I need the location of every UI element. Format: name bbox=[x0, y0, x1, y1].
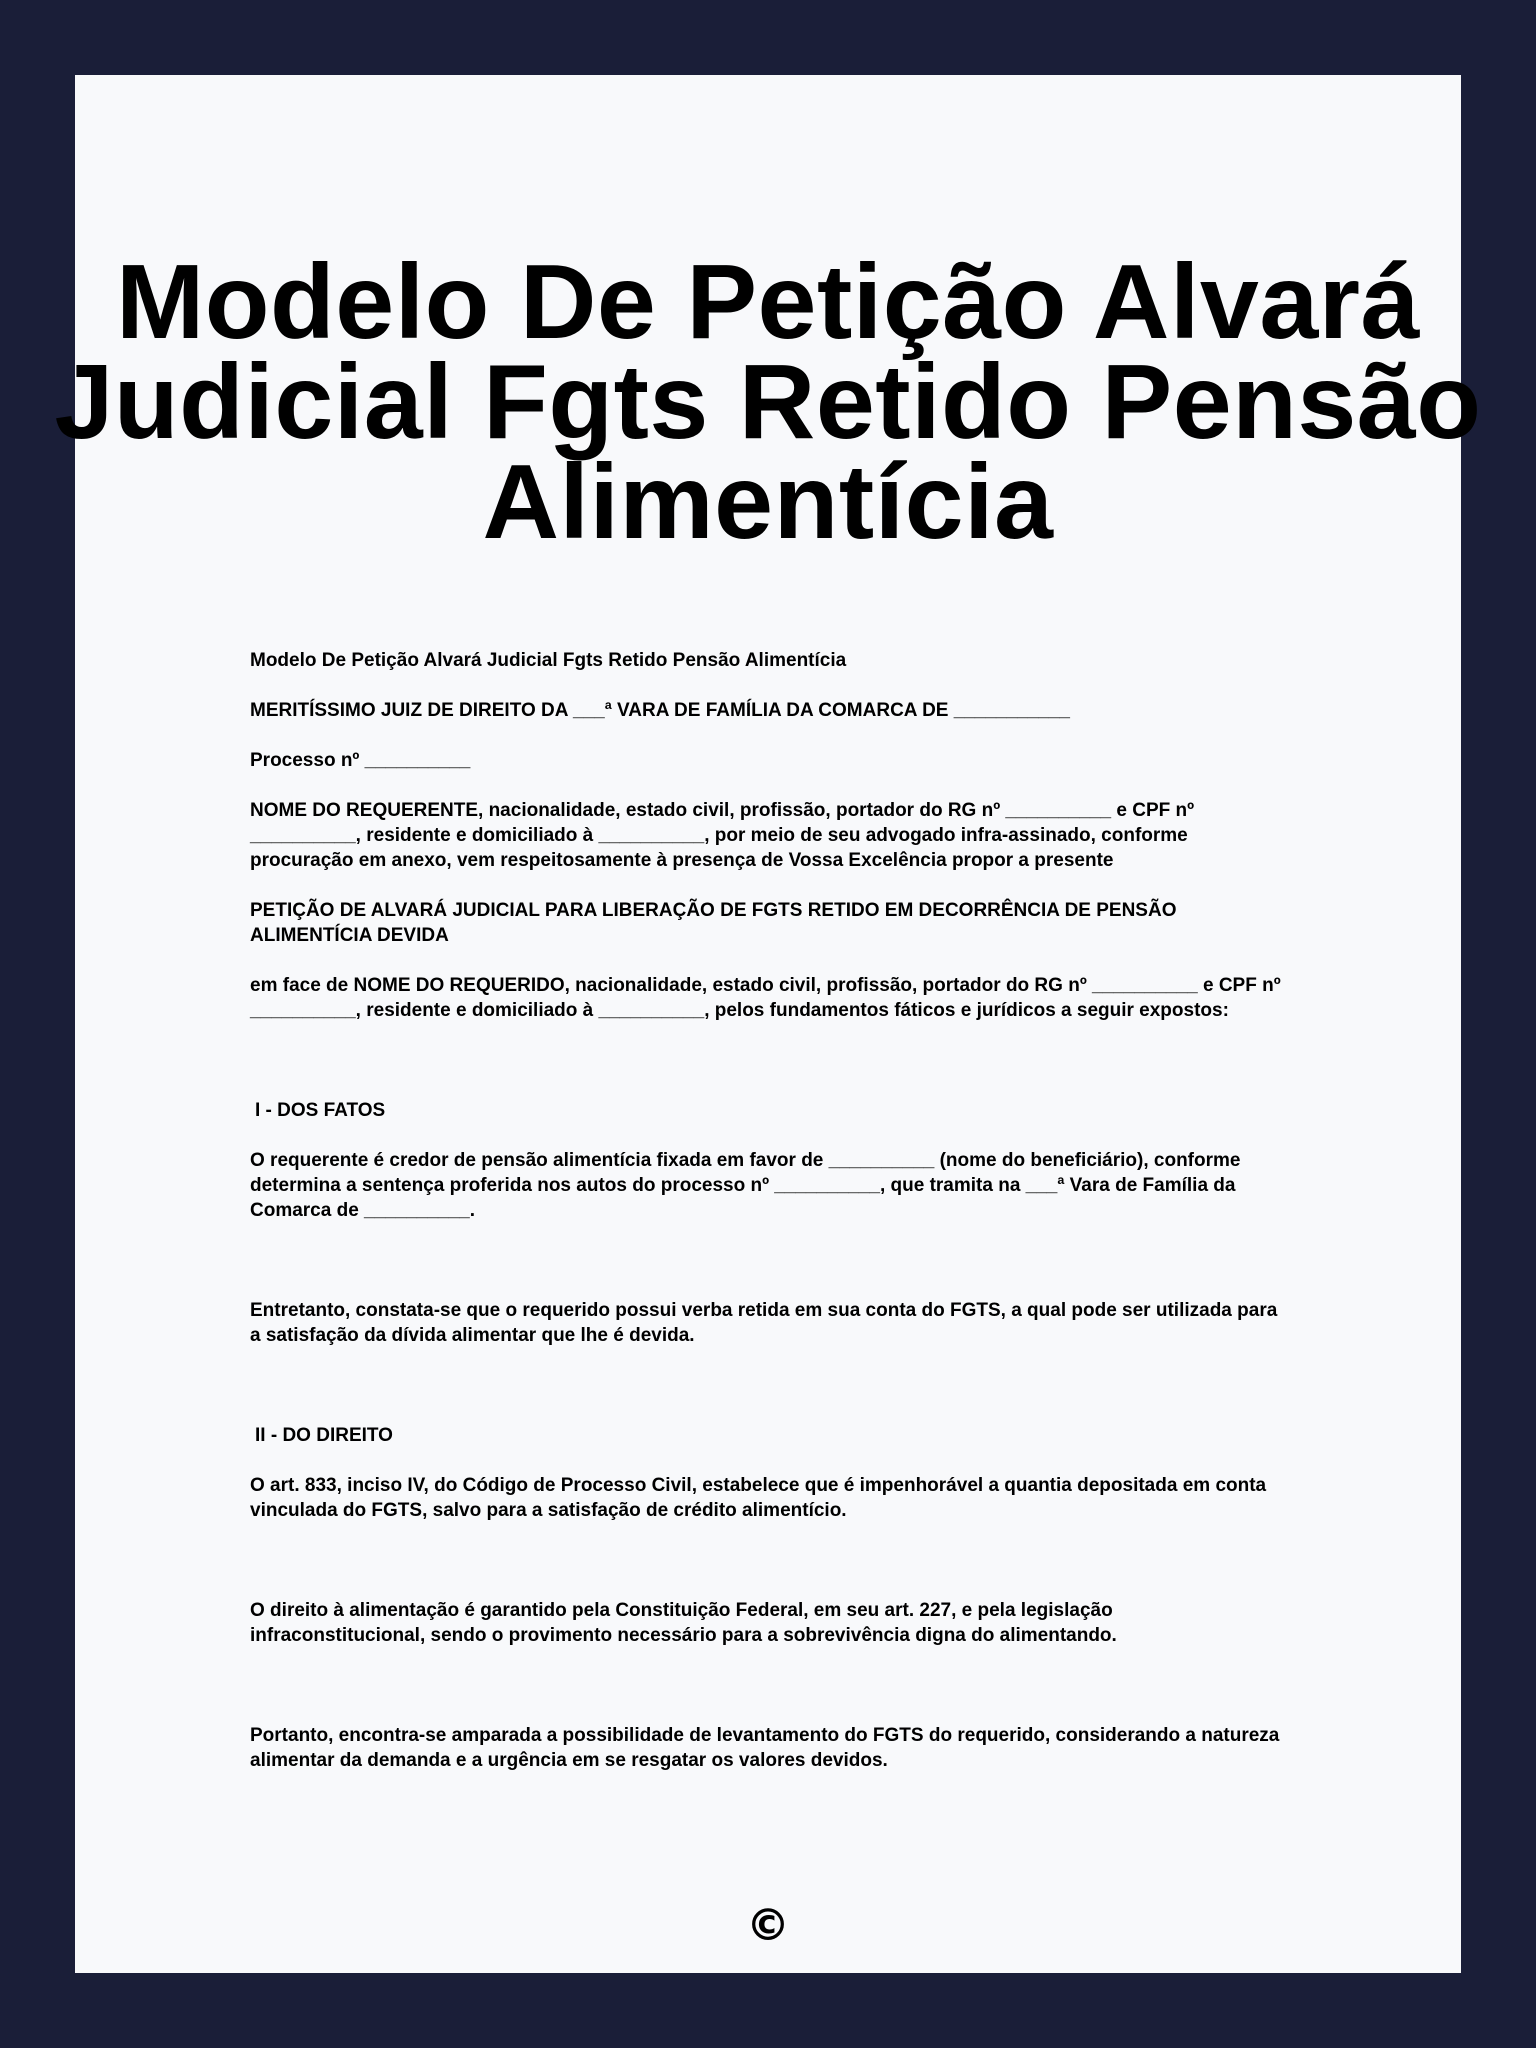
requerente-qualification: NOME DO REQUERENTE, nacionalidade, estado civil, profissão, portador do RG nº __________ e CPF nº __________, residente e domiciliado à __________, por meio de seu advogado infra-assinado, conforme procuração em anexo, vem respeitosamente à presença de Vossa Excelência propor a presente bbox=[250, 800, 1195, 871]
copyright-icon: © bbox=[746, 1900, 790, 1951]
document-subtitle: Modelo De Petição Alvará Judicial Fgts Retido Pensão Alimentícia bbox=[250, 650, 847, 671]
direito-paragraph: Portanto, encontra-se amparada a possibilidade de levantamento do FGTS do requerido, considerando a natureza alimentar da demanda e a urgência em se resgatar os valores devidos. bbox=[250, 1725, 1280, 1771]
fatos-paragraph: O requerente é credor de pensão alimentícia fixada em favor de __________ (nome do beneficiário), conforme determina a sentença proferida nos autos do processo nº __________, que tramita na ___ª Vara de Família da Comarca de __________. bbox=[250, 1150, 1241, 1221]
direito-paragraph: O direito à alimentação é garantido pela Constituição Federal, em seu art. 227, e pela legislação infraconstitucional, sendo o provimento necessário para a sobrevivência digna do alimentando. bbox=[250, 1600, 1117, 1646]
addressee-line: MERITÍSSIMO JUIZ DE DIREITO DA ___ª VARA DE FAMÍLIA DA COMARCA DE ___________ bbox=[250, 700, 1070, 721]
process-number: Processo nº __________ bbox=[250, 750, 471, 771]
section-heading-fatos: I - DOS FATOS bbox=[255, 1100, 386, 1121]
document-title: Modelo De Petição Alvará Judicial Fgts Retido Pensão Alimentícia bbox=[54, 243, 1482, 561]
section-heading-direito: II - DO DIREITO bbox=[255, 1425, 393, 1446]
direito-paragraph: O art. 833, inciso IV, do Código de Processo Civil, estabelece que é impenhorável a quantia depositada em conta vinculada do FGTS, salvo para a satisfação de crédito alimentício. bbox=[250, 1475, 1267, 1521]
petition-title: PETIÇÃO DE ALVARÁ JUDICIAL PARA LIBERAÇÃO DE FGTS RETIDO EM DECORRÊNCIA DE PENSÃO ALIMENTÍCIA DEVIDA bbox=[250, 900, 1177, 946]
document-body bbox=[250, 648, 1290, 1773]
fatos-paragraph: Entretanto, constata-se que o requerido possui verba retida em sua conta do FGTS, a qual pode ser utilizada para a satisfação da dívida alimentar que lhe é devida. bbox=[250, 1300, 1278, 1346]
requerido-qualification: em face de NOME DO REQUERIDO, nacionalidade, estado civil, profissão, portador do RG nº __________ e CPF nº __________, residente e domiciliado à __________, pelos fundamentos fáticos e jurídicos a seguir expostos: bbox=[250, 975, 1281, 1021]
